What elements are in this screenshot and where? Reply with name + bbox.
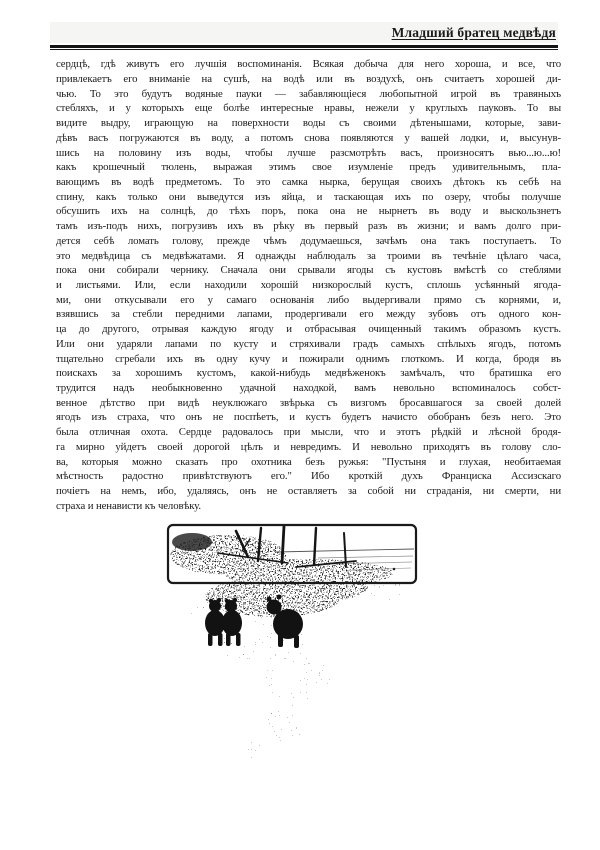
- text-line: ягодъ изъ страха, что онъ не поспѣетъ, и кустъ будетъ начисто обобранъ безъ него. Это: [56, 411, 561, 424]
- text-line: дется себѣ ломать голову, прежде чѣмъ додумаешься, зачѣмъ она такъ поступаетъ. То: [56, 234, 561, 247]
- text-line: видите выдру, играющую на поверхности воды съ своими дѣтенышами, которые, зави-: [56, 117, 561, 130]
- text-line: га мирно уйдетъ своей дорогой цѣлъ и невредимъ. И невольно приходятъ въ голову сло-: [56, 440, 561, 453]
- text-line: была отличная охота. Сердце радовалось при мысли, что и этотъ рѣдкій и лѣсной бродя-: [56, 426, 561, 439]
- text-line: взявшись за стебли передними лапами, продергивали его между зубовъ отъ одного кон-: [56, 308, 561, 321]
- text-line: тщательно сгребали ихъ въ одну кучу и пожирали однимъ глоткомъ. И когда, бродя въ: [56, 352, 561, 365]
- text-line: венное дѣтство при видѣ неуклюжаго звѣрька съ визгомъ бросавшагося за своей долей: [56, 396, 561, 409]
- bears-illustration: [158, 517, 458, 779]
- header-rule-thin: [50, 49, 558, 50]
- text-line: спину, какъ только они выведутся изъ яйца, и таскающая ихъ по озеру, чтобы получше: [56, 190, 561, 203]
- page-header: [50, 0, 558, 50]
- text-line: поискахъ за хорошимъ кустомъ, какой-нибудь медвѣженокъ замѣчалъ, что братишка его: [56, 367, 561, 380]
- header-bar: [50, 22, 558, 43]
- text-line: и листьями. Или, если находили хорошій низкорослый кустъ, сплошь усѣянный ягода-: [56, 278, 561, 291]
- text-line: ца до другого, отрывая каждую ягоду и отбрасывая очищенный такимъ образомъ кустъ.: [56, 323, 561, 336]
- text-line: мѣстность радостно привѣтствуютъ его." Ибо кроткій духъ Франциска Ассизскаго: [56, 470, 561, 483]
- header-rule-thick: [50, 45, 558, 48]
- text-line: стебляхъ, и у которыхъ еще болѣе интересные нравы, нежели у круглыхъ пауковъ. То вы: [56, 102, 561, 115]
- text-line: обсушить ихъ на солнцѣ, до тѣхъ поръ, пока она не нырнетъ въ воду и выскользнетъ: [56, 205, 561, 218]
- text-line: ми, они откусывали его у самаго основанія либо выдергивали прямо съ корнями, и,: [56, 293, 561, 306]
- running-title: Младший братец медвѣдя: [391, 25, 556, 40]
- text-line: ва, которыя можно сказать про охотника безъ ружья: "Пустыня и глухая, необитаемая: [56, 455, 561, 468]
- text-line: дѣвъ васъ погружаются въ воду, а потомъ снова появляются у вашей лодки, и, высунув-: [56, 131, 561, 144]
- text-line: почіетъ на немъ, ибо, удаляясь, онъ не оставляетъ за собой ни страданія, ни смерти, ни: [56, 485, 561, 498]
- text-line: Или они ударяли лапами по кусту и стряхивали градъ самыхъ спѣлыхъ ягодъ, потомъ: [56, 337, 561, 350]
- distant-object: [393, 568, 396, 571]
- shore-texture: [170, 535, 414, 759]
- text-line: какъ крошечный тюлень, выражая этимъ свое изумленіе предъ удивительнымъ, пла-: [56, 161, 561, 174]
- illustration: [158, 517, 458, 779]
- text-line: чью. То это будутъ водяные пауки — забавляющіеся любопытной игрой въ травяныхъ: [56, 87, 561, 100]
- text-line: это медвѣдица съ медвѣжатами. Я однажды наблюдалъ за троими въ течѣніе цѣлаго часа,: [56, 249, 561, 262]
- text-line: пока они собирали чернику. Сначала они срывали ягоды съ кустовъ вмѣстѣ со стеблями: [56, 264, 561, 277]
- text-line: вающимъ въ водѣ предметомъ. То это самка нырка, берущая своихъ дѣтокъ къ себѣ на: [56, 175, 561, 188]
- text-line: страха и ненависти къ человѣку.: [56, 499, 201, 512]
- text-line: шись на половину изъ воды, чтобы лучше разсмотрѣть васъ, произносятъ вью...ю...ю!: [56, 146, 561, 159]
- text-line: тамъ изъ-подъ нихъ, погрузивъ ихъ въ рѣку въ первый разъ въ жизни; и вамъ долго при-: [56, 220, 561, 233]
- body-text: [56, 57, 561, 513]
- text-line: сердцѣ, гдѣ живутъ его лучшія воспоминанія. Всякая добыча для него хороша, и все, что: [56, 58, 561, 71]
- text-line: привлекаетъ его вниманіе на сушѣ, на водѣ или въ воздухѣ, онъ считаетъ хорошей ди-: [56, 72, 561, 85]
- text-line: трудится надъ необыкновенно удачной находкой, вамъ невольно вспоминалось собст-: [56, 382, 561, 394]
